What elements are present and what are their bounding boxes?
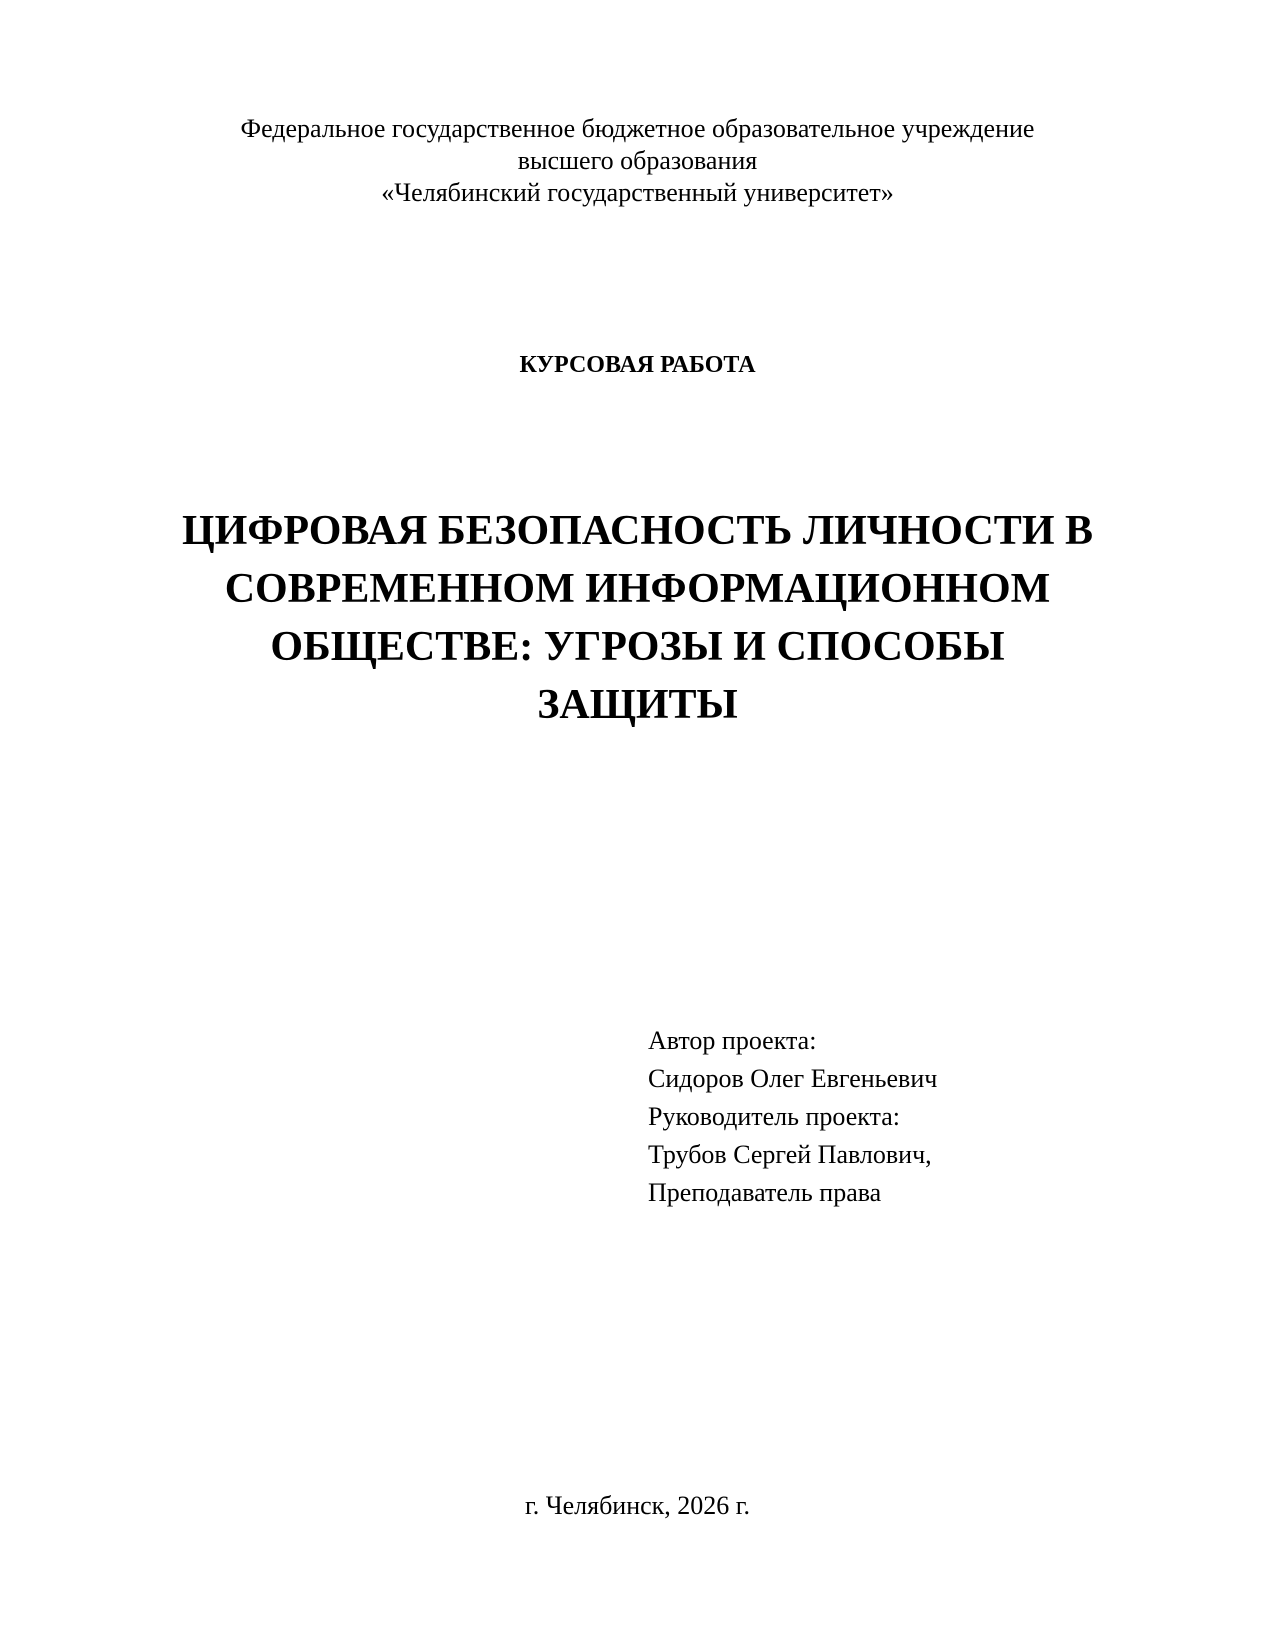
authors-block [648,1022,937,1212]
supervisor-name: Трубов Сергей Павлович, [648,1140,932,1169]
city-year: г. Челябинск, 2026 г. [524,1491,751,1520]
institution-line-3: «Челябинский государственный университет» [381,178,894,207]
supervisor-label: Руководитель проекта: [648,1102,901,1131]
work-title-line-3: ОБЩЕСТВЕ: УГРОЗЫ И СПОСОБЫ [270,624,1005,670]
work-title [0,502,1275,734]
institution-line-2: высшего образования [517,146,758,175]
work-title-line-1: ЦИФРОВАЯ БЕЗОПАСНОСТЬ ЛИЧНОСТИ В [181,508,1094,554]
author-label: Автор проекта: [648,1026,817,1055]
work-title-line-2: СОВРЕМЕННОМ ИНФОРМАЦИОННОМ [224,566,1051,612]
institution-header [0,113,1275,209]
institution-line-1: Федеральное государственное бюджетное образовательное учреждение [240,114,1035,143]
work-title-line-4: ЗАЩИТЫ [537,682,738,728]
author-name: Сидоров Олег Евгеньевич [648,1064,938,1093]
supervisor-position: Преподаватель права [648,1178,882,1207]
document-type: КУРСОВАЯ РАБОТА [519,352,756,378]
